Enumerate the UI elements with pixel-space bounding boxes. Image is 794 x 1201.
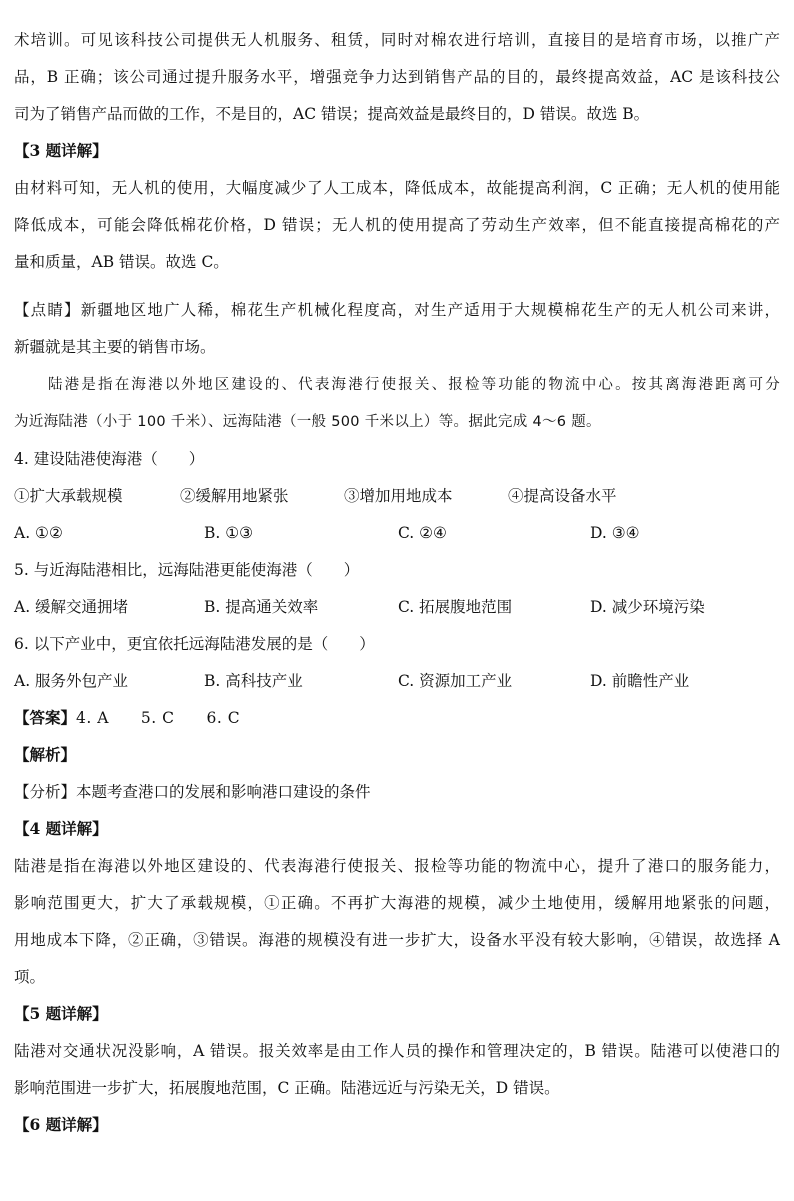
- q6-detail-heading: 【6 题详解】: [14, 1115, 108, 1134]
- q3-detail-line-1: 由材料可知，无人机的使用，大幅度减少了人工成本，降低成本，故能提高利润，C 正确；无人机的使用能: [14, 179, 780, 197]
- q4-item-2: ②缓解用地紧张: [180, 487, 289, 505]
- q3-detail-line-2: 降低成本，可能会降低棉花价格，D 错误；无人机的使用提高了劳动生产效率，但不能直接提高棉花的产: [14, 216, 780, 234]
- q4-detail-line-1: 陆港是指在海港以外地区建设的、代表海港行使报关、报检等功能的物流中心，提升了港口的服务能力，: [14, 857, 780, 875]
- q5-option-b: B. 提高通关效率: [204, 598, 319, 616]
- q5-option-c: C. 拓展腹地范围: [398, 598, 513, 616]
- q4-option-a: A. ①②: [14, 524, 63, 542]
- q4-item-4: ④提高设备水平: [508, 487, 617, 505]
- fenxi-line: 【分析】本题考查港口的发展和影响港口建设的条件: [14, 783, 371, 801]
- q2-explanation-line-2: 品，B 正确；该公司通过提升服务水平，增强竞争力达到销售产品的目的，最终提高效益，AC 是该科技公: [14, 68, 780, 86]
- q5-stem: 5. 与近海陆港相比，远海陆港更能使海港（ ）: [14, 561, 360, 579]
- q2-explanation-line-3: 司为了销售产品而做的工作，不是目的，AC 错误；提高效益是最终目的，D 错误。故选 B。: [14, 105, 650, 123]
- q4-option-c: C. ②④: [398, 524, 447, 542]
- q6-option-d: D. 前瞻性产业: [590, 672, 690, 690]
- q4-option-d: D. ③④: [590, 524, 640, 542]
- answer-values: 4. A 5. C 6. C: [76, 709, 241, 727]
- q4-item-3: ③增加用地成本: [344, 487, 453, 505]
- q6-option-a: A. 服务外包产业: [14, 672, 129, 690]
- q4-item-1: ①扩大承载规模: [14, 487, 123, 505]
- q3-detail-heading: 【3 题详解】: [14, 141, 108, 160]
- analysis-label: 【解析】: [14, 745, 77, 764]
- q4-stem: 4. 建设陆港使海港（ ）: [14, 450, 205, 468]
- q4-option-b: B. ①③: [204, 524, 254, 542]
- dianjing-line-1: 【点睛】新疆地区地广人稀，棉花生产机械化程度高，对生产适用于大规模棉花生产的无人机公司来讲，: [14, 301, 780, 319]
- q3-detail-line-3: 量和质量，AB 错误。故选 C。: [14, 253, 229, 271]
- q4-detail-heading: 【4 题详解】: [14, 819, 108, 838]
- q2-explanation-line-1: 术培训。可见该科技公司提供无人机服务、租赁，同时对棉农进行培训，直接目的是培育市场，以推广产: [14, 31, 780, 49]
- q6-stem: 6. 以下产业中，更宜依托远海陆港发展的是（ ）: [14, 635, 375, 653]
- q4-detail-line-3: 用地成本下降，②正确，③错误。海港的规模没有进一步扩大，设备水平没有较大影响，④错误，故选择 A: [14, 931, 780, 949]
- q4-detail-line-2: 影响范围更大，扩大了承载规模，①正确。不再扩大海港的规模，减少土地使用，缓解用地紧张的问题，: [14, 894, 780, 912]
- q6-option-b: B. 高科技产业: [204, 672, 303, 690]
- q5-detail-line-1: 陆港对交通状况没影响，A 错误。报关效率是由工作人员的操作和管理决定的，B 错误。陆港可以使港口的: [14, 1042, 780, 1060]
- q6-option-c: C. 资源加工产业: [398, 672, 513, 690]
- dianjing-line-2: 新疆就是其主要的销售市场。: [14, 338, 216, 356]
- q5-detail-line-2: 影响范围进一步扩大，拓展腹地范围，C 正确。陆港远近与污染无关，D 错误。: [14, 1079, 560, 1097]
- q5-detail-heading: 【5 题详解】: [14, 1004, 108, 1023]
- material-line-1: 陆港是指在海港以外地区建设的、代表海港行使报关、报检等功能的物流中心。按其离海港距离可分: [48, 377, 780, 393]
- material-line-2: 为近海陆港（小于 100 千米）、远海陆港（一般 500 千米以上）等。据此完成 4～6 题。: [14, 414, 601, 430]
- answer-row: [14, 708, 240, 728]
- answer-label: 【答案】: [14, 708, 77, 727]
- q4-detail-line-4: 项。: [14, 968, 46, 986]
- q5-option-d: D. 减少环境污染: [590, 598, 705, 616]
- q5-option-a: A. 缓解交通拥堵: [14, 598, 129, 616]
